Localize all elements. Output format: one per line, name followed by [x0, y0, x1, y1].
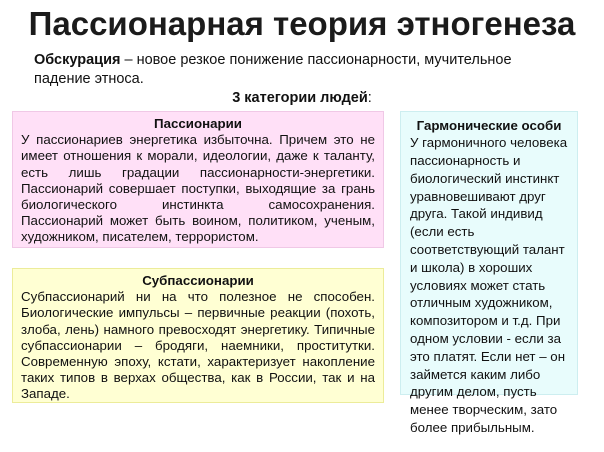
- subpassionaries-box: [12, 268, 384, 403]
- harmonic-box: [400, 111, 578, 435]
- harmonic-text: У гармоничного человека пассионарность и биологический инстинкт уравновешивают друг друга. Такой индивид (если есть соответствующий талант и школа) в хороших условиях может стать отличным художником, композитором и т.д. При одном условии - если за это платят. Если нет – он займется каким либо другим делом, пусть менее творческим, зато более прибыльным.: [410, 135, 568, 435]
- definition: [34, 51, 554, 89]
- subpassionaries-heading: Субпассионарии: [142, 273, 254, 288]
- definition-term: Обскурация: [34, 52, 121, 68]
- page-title: Пассионарная теория этногенеза: [28, 5, 576, 42]
- harmonic-heading: Гармонические особи: [416, 118, 562, 133]
- passionaries-box: [12, 111, 384, 248]
- passionaries-text: У пассионариев энергетика избыточна. Причем это не имеет отношения к морали, идеологии, даже к таланту, есть лишь градации пассионарности-энергетики. Пассионарий совершает поступки, выходящие за грань биологического инстинкта самосохранения. Пассионарий может быть воином, политиком, ученым, художником, писателем, террористом.: [21, 132, 375, 245]
- definition-text: – новое резкое понижение пассионарности, мучительное падение этноса.: [34, 52, 512, 87]
- categories-heading-text: 3 категории людей: [232, 90, 368, 106]
- passionaries-heading: Пассионарии: [154, 116, 242, 131]
- subpassionaries-text: Субпассионарий ни на что полезное не способен. Биологические импульсы – первичные реакции (похоть, злоба, лень) намного превосходят энергетику. Типичные субпассионарии – бродяги, наемники, проститутки. Современную эпоху, кстати, характеризует накопление таких типов в верхах общества, как в России, так и на Западе.: [21, 289, 375, 402]
- categories-heading-colon: :: [367, 90, 372, 106]
- categories-heading: [0, 88, 604, 108]
